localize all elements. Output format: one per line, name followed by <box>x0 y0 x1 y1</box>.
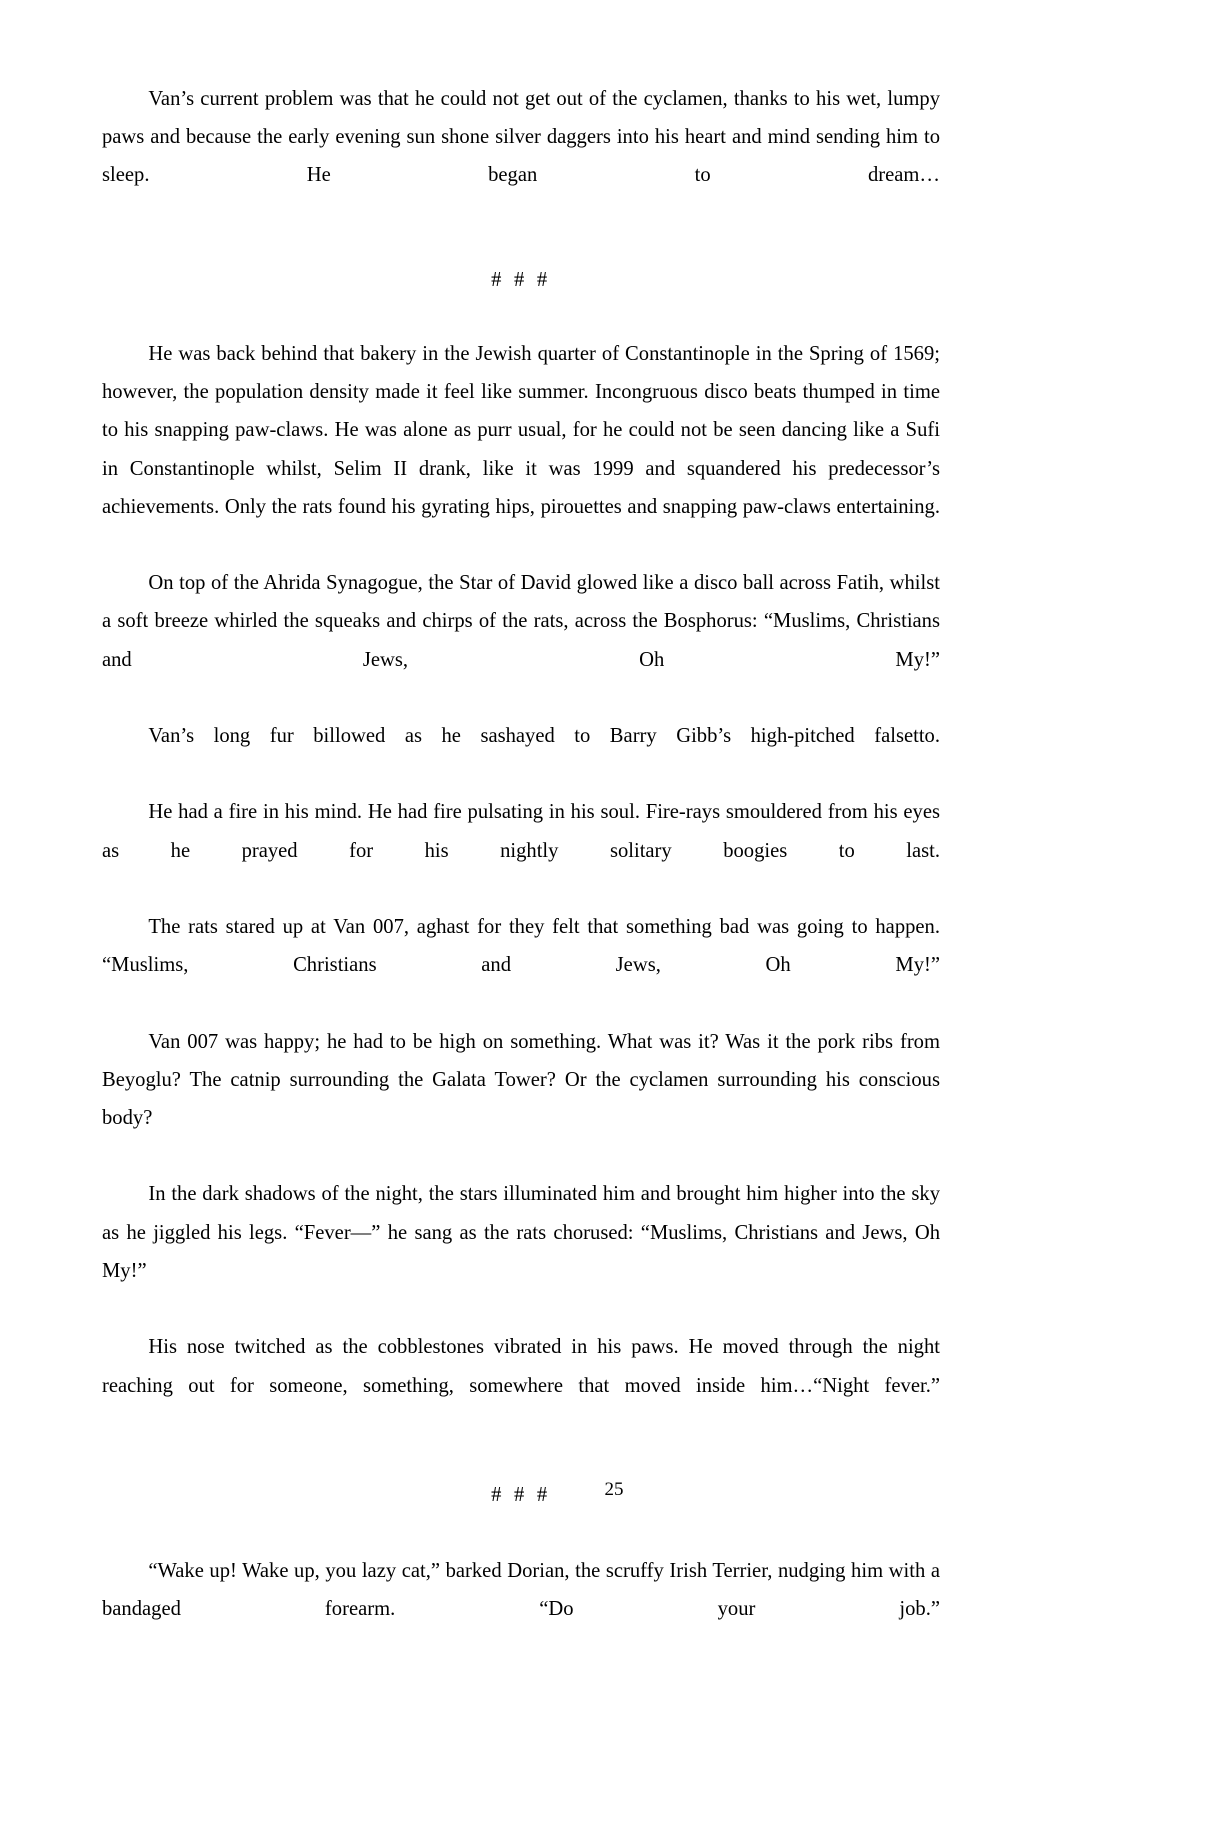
paragraph-3: On top of the Ahrida Synagogue, the Star of David glowed like a disco ball across Fatih, whilst a soft breeze whirled the squeaks and chirps of the rats, across the Bosphorus: “Muslims, Christians and Jews, Oh My!” <box>102 572 940 671</box>
spacer-before-scene-break-1 <box>102 233 940 261</box>
paragraph-8: In the dark shadows of the night, the stars illuminated him and brought him higher into the sky as he jiggled his legs. “Fever—” he sang as the rats chorused: “Muslims, Christians and Jews, Oh My!” <box>102 1183 940 1282</box>
paragraph-4: Van’s long fur billowed as he sashayed to Barry Gibb’s high-pitched falsetto. <box>148 725 940 748</box>
paragraph-2: He was back behind that bakery in the Jewish quarter of Constantinople in the Spring of 1569; however, the population density made it feel like summer. Incongruous disco beats thumped in time to his snapping paw-claws. He was alone as purr usual, for he could not be seen dancing like a Sufi in Constantinople whilst, Selim II drank, like it was 1999 and squandered his predecessor’s achievements. Only the rats found his gyrating hips, pirouettes and snapping paw-claws entertaining. <box>102 343 940 518</box>
scene-break-1: # # # <box>491 268 551 291</box>
page-number: 25 <box>604 1479 624 1500</box>
scene-break-2: # # # <box>491 1483 551 1506</box>
paragraph-7: Van 007 was happy; he had to be high on something. What was it? Was it the pork ribs from Beyoglu? The catnip surrounding the Galata Tower? Or the cyclamen surrounding his conscious body? <box>102 1030 940 1130</box>
spacer-before-scene-break-2 <box>102 1443 940 1476</box>
page-text-column <box>102 80 940 1667</box>
paragraph-9: His nose twitched as the cobblestones vibrated in his paws. He moved through the night reaching out for someone, something, somewhere that moved inside him…“Night fever.” <box>102 1336 940 1397</box>
paragraph-1: Van’s current problem was that he could not get out of the cyclamen, thanks to his wet, lumpy paws and because the early evening sun shone silver daggers into his heart and mind sending him to sleep. He began to dream… <box>102 88 940 187</box>
paragraph-10: “Wake up! Wake up, you lazy cat,” barked Dorian, the scruffy Irish Terrier, nudging him with a bandaged forearm. “Do your job.” <box>102 1560 940 1621</box>
spacer-after-scene-break-1 <box>102 299 940 335</box>
spacer-after-scene-break-2 <box>102 1514 940 1552</box>
paragraph-5: He had a fire in his mind. He had fire pulsating in his soul. Fire-rays smouldered from his eyes as he prayed for his nightly solitary boogies to last. <box>102 801 940 862</box>
paragraph-6: The rats stared up at Van 007, aghast for they felt that something bad was going to happen. “Muslims, Christians and Jews, Oh My!” <box>102 916 940 977</box>
